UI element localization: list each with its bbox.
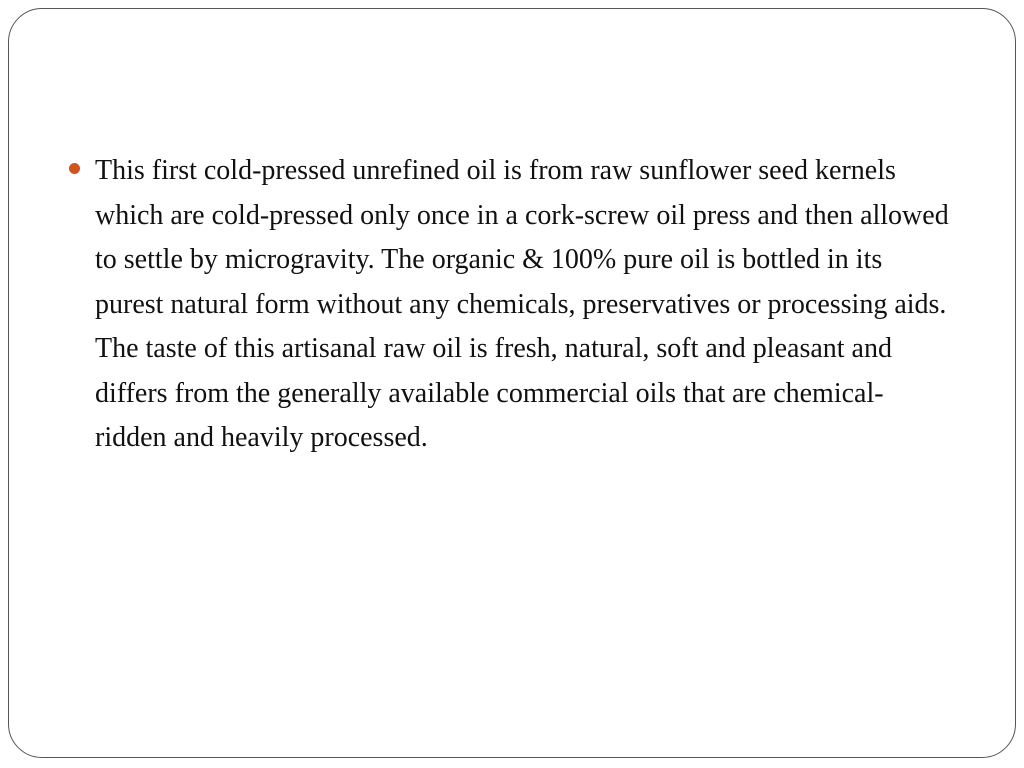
slide-body <box>69 149 949 461</box>
bullet-dot-icon <box>69 163 80 174</box>
bullet-text: This first cold-pressed unrefined oil is from raw sunflower seed kernels which are cold-pressed only once in a cork-screw oil press and then allowed to settle by microgravity. The organic & 100% pure oil is bottled in its purest natural form without any chemicals, preservatives or processing aids. The taste of this artisanal raw oil is fresh, natural, soft and pleasant and differs from the generally available commercial oils that are chemical-ridden and heavily processed. <box>95 155 949 453</box>
bullet-item <box>69 149 949 461</box>
slide-frame <box>8 8 1016 758</box>
